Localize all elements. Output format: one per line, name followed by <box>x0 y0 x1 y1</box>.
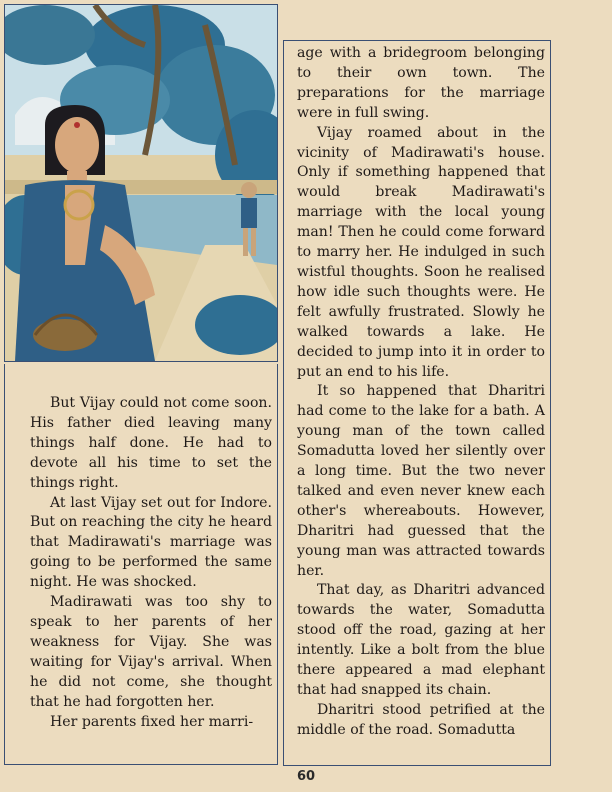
right-text-column <box>297 44 545 741</box>
paragraph-continuation: age with a bridegroom belonging to their own town. The preparations for the marriage were in full swing. <box>297 45 545 121</box>
paragraph: Dharitri stood petrified at the middle of the road. Somadutta <box>297 701 545 738</box>
paragraph: But Vijay could not come soon. His father died leaving many things half done. He had to devote all his time to set the things right. <box>30 395 272 491</box>
paragraph: Madirawati was too shy to speak to her parents of her weakness for Vijay. She was waiting for Vijay's arrival. When he did not come, she thought that he had forgotten her. <box>30 594 272 710</box>
paragraph: That day, as Dharitri advanced towards the water, Somadutta stood off the road, gazing at her intently. Like a bolt from the blue there appeared a mad elephant that had snapped its chain. <box>297 582 545 698</box>
paragraph: It so happened that Dharitri had come to the lake for a bath. A young man of the town called Somadutta loved her silently over a long time. But the two never talked and even never knew each other's whereabouts. However, Dharitri had guessed that the young man was attracted towards her. <box>297 383 545 579</box>
story-illustration <box>4 4 278 362</box>
left-text-column <box>30 394 272 732</box>
paragraph: Her parents fixed her marri- <box>50 713 254 730</box>
page-number: 60 <box>296 769 316 784</box>
paragraph: Vijay roamed about in the vicinity of Madirawati's house. Only if something happened that would break Madirawati's marriage with the local young man! Then he could come forward to marry her. He indulged in such wistful thoughts. Soon he realised how idle such thoughts were. He felt awfully frustrated. Slowly he walked towards a lake. He decided to jump into it in order to put an end to his life. <box>297 124 545 380</box>
paragraph: At last Vijay set out for Indore. But on reaching the city he heard that Madirawati's marriage was going to be performed the same night. He was shocked. <box>30 494 272 591</box>
